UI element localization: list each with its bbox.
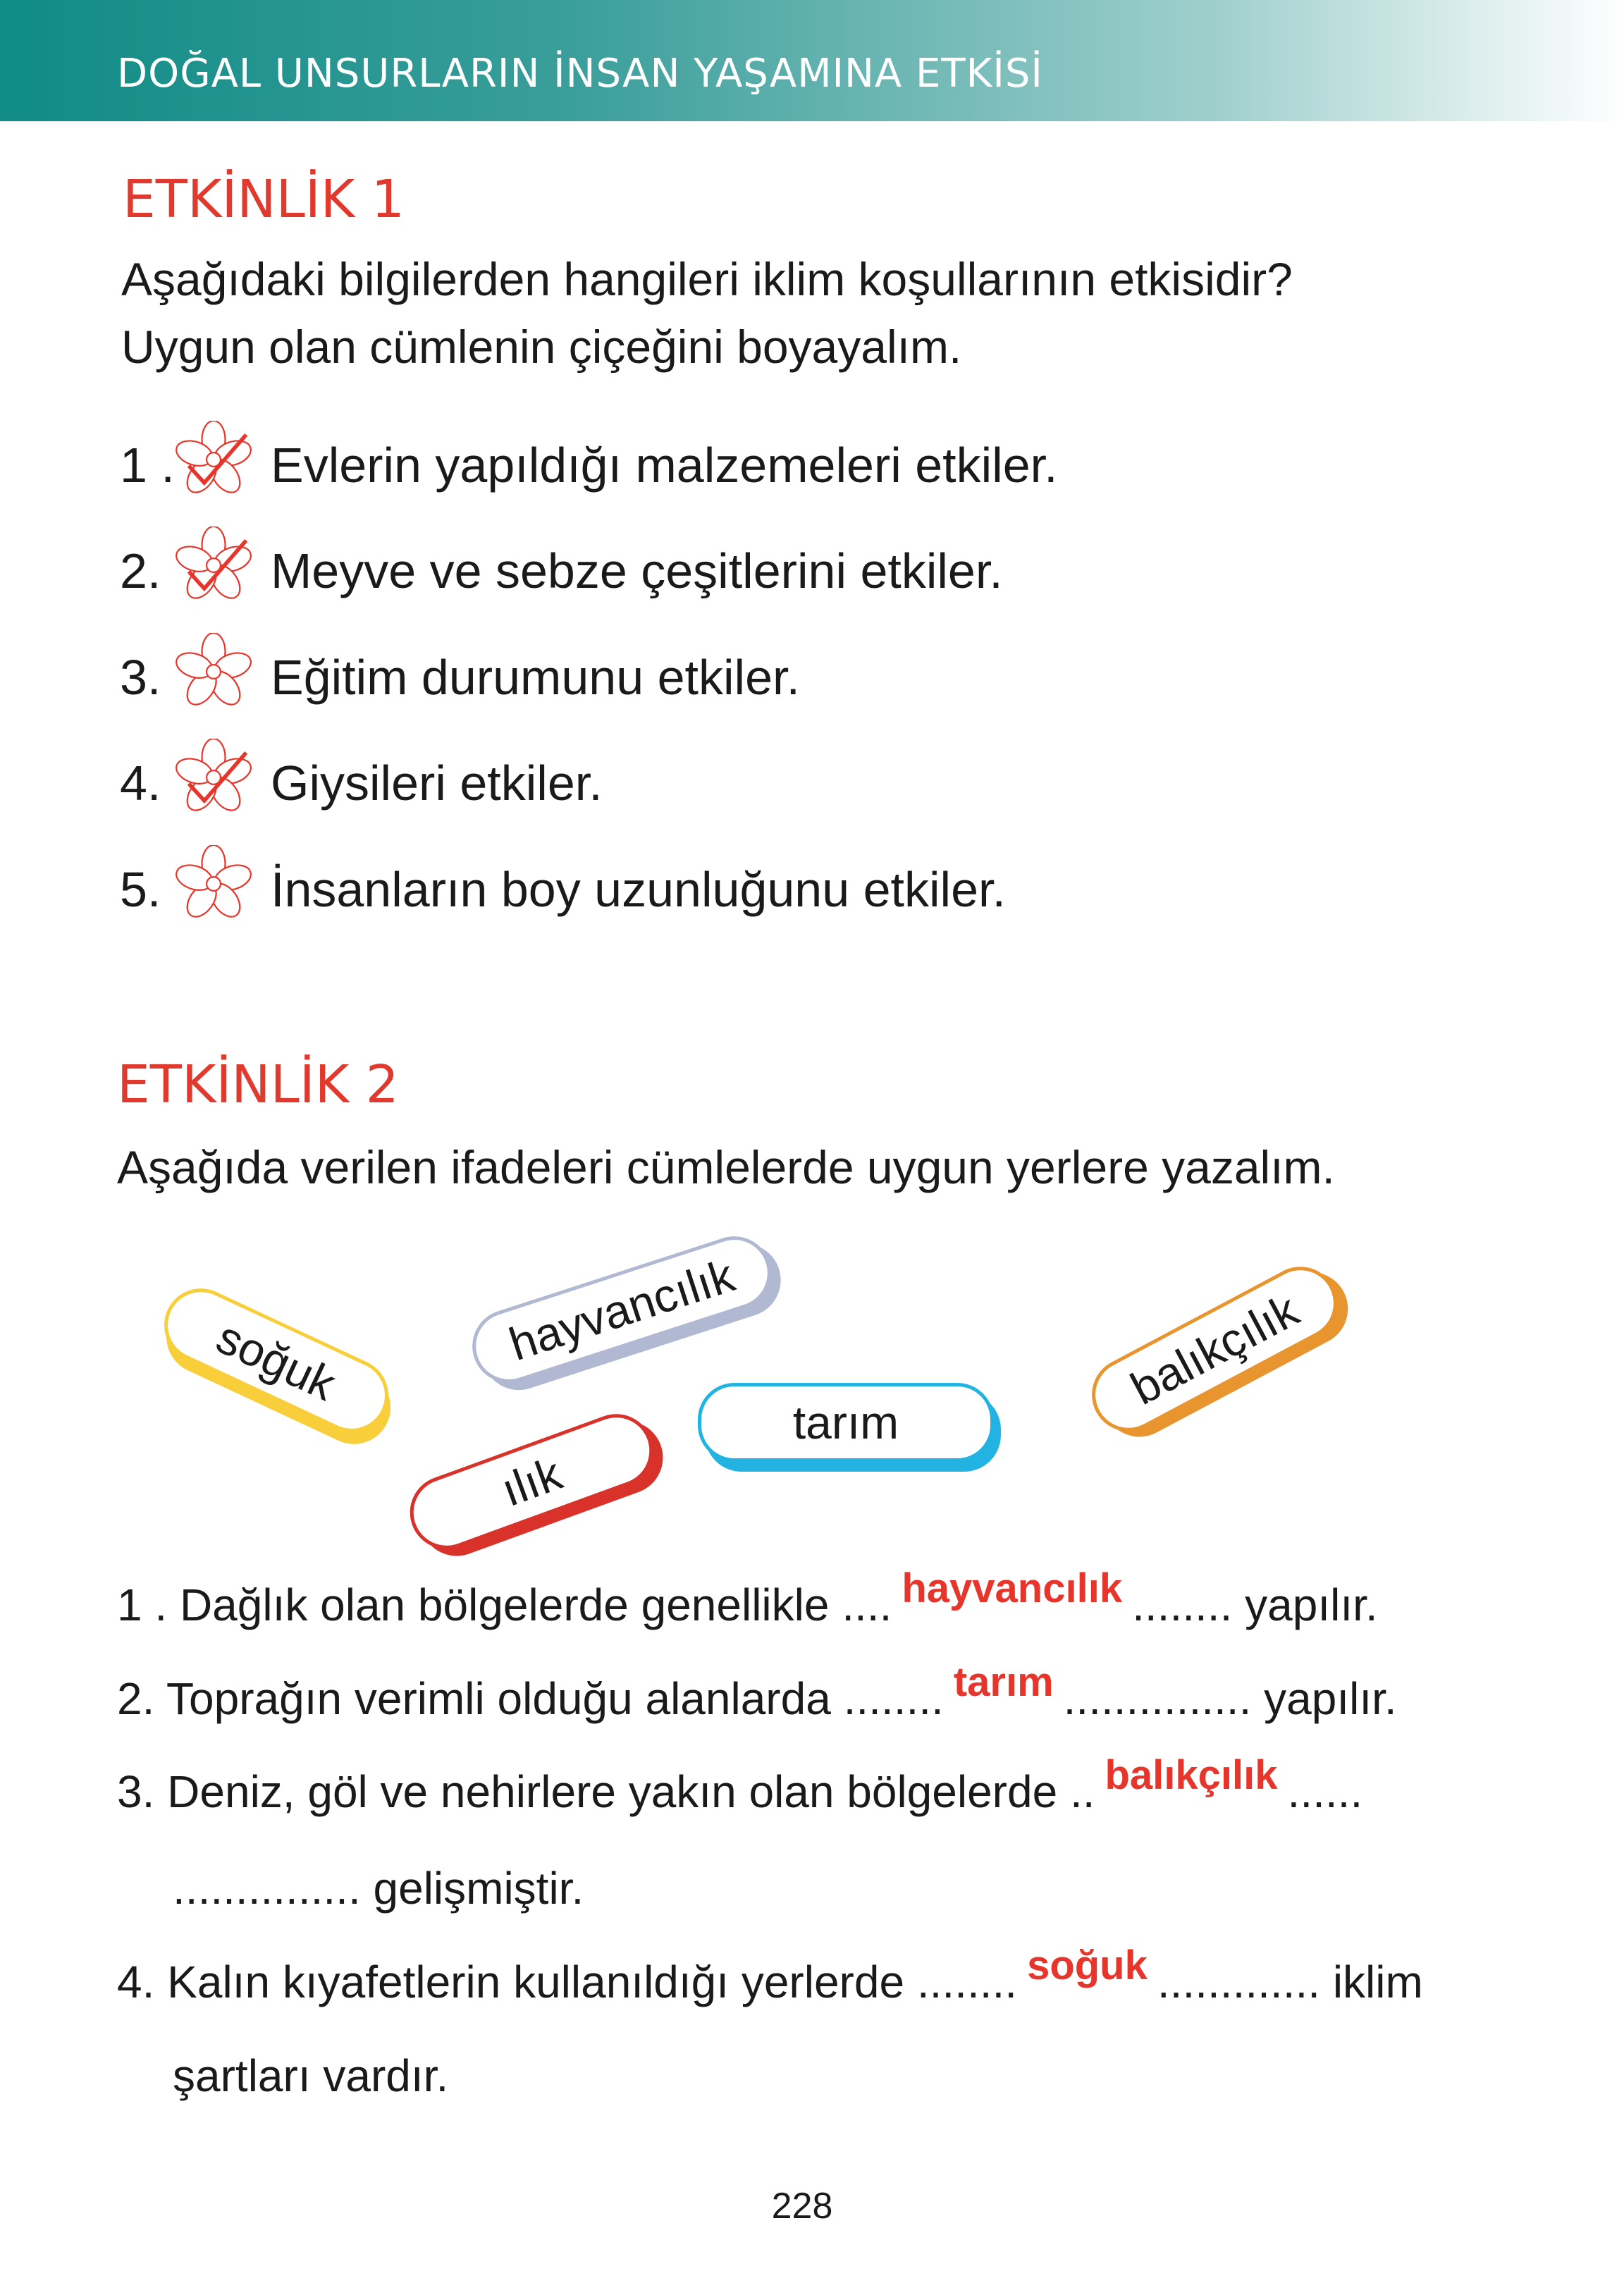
sentence-suffix: şartları vardır. [173,2050,449,2101]
blank-dots: .... [842,1580,892,1630]
activity2-instruction: Aşağıda verilen ifadeleri cümlelerde uygun yerlere yazalım. [117,1141,1335,1193]
blank-dots: .. [1069,1766,1095,1817]
item-text: Evlerin yapıldığı malzemeleri etkiler. [271,438,1058,493]
blank-dots: ............... [1063,1673,1252,1724]
fill-in-sentence [173,1862,584,1914]
sentence-prefix: 4. Kalın kıyafetlerin kullanıldığı yerlerde [117,1957,917,2007]
flower-icon[interactable] [175,527,271,615]
flower-icon[interactable] [175,633,271,722]
word-tag-ilik [400,1404,663,1560]
answer-text[interactable]: soğuk [1027,1943,1148,1988]
answer-text[interactable]: tarım [953,1659,1054,1705]
fill-in-sentence [173,2050,448,2102]
answer-text[interactable]: hayvancılık [902,1565,1123,1611]
word-tag-soguk [152,1276,400,1444]
flower-icon[interactable] [175,421,271,510]
word-tag-balikcilik [1079,1254,1350,1444]
sentence-prefix: 1 . Dağlık olan bölgelerde genellikle [117,1580,842,1630]
chapter-header [0,0,1624,121]
fill-in-sentence [117,1943,1423,2008]
item-number: 1 . [120,438,175,493]
blank-dots: ............. [1157,1957,1321,2007]
tag-label: ılık [494,1446,569,1517]
item-text: Giysileri etkiler. [271,756,603,811]
tag-label: balıkçılık [1122,1283,1307,1415]
fill-in-sentence [117,1565,1378,1631]
activity1-instruction-line2: Uygun olan cümlenin çiçeğini boyayalım. [121,321,962,373]
checklist-item [120,639,800,716]
checklist-item [120,851,1006,928]
chapter-title: DOĞAL UNSURLARIN İNSAN YAŞAMINA ETKİSİ [117,51,1043,97]
answer-text[interactable]: balıkçılık [1105,1752,1278,1798]
item-number: 2. [120,543,161,598]
activity2-title: ETKİNLİK 2 [117,1054,399,1115]
tag-label: hayvancılık [503,1248,741,1371]
sentence-prefix: 3. Deniz, göl ve nehirlere yakın olan bölgelerde [117,1766,1070,1817]
item-text: İnsanların boy uzunluğunu etkiler. [271,862,1006,917]
blank-dots: ........ [916,1957,1018,2007]
page-number: 228 [771,2186,833,2227]
sentence-suffix: yapılır. [1251,1673,1397,1724]
activity1-instruction-line1: Aşağıdaki bilgilerden hangileri iklim koşullarının etkisidir? [121,253,1293,305]
item-number: 3. [120,650,161,705]
blank-dots: ........ [1132,1580,1233,1630]
item-number: 4. [120,756,161,811]
activity1-title: ETKİNLİK 1 [123,169,405,230]
sentence-prefix: 2. Toprağın verimli olduğu alanlarda [117,1673,844,1724]
blank-dots: ........ [843,1673,944,1724]
flower-icon[interactable] [175,739,271,827]
fill-in-sentence [117,1752,1363,1818]
sentence-suffix: iklim [1320,1957,1423,2007]
item-text: Meyve ve sebze çeşitlerini etkiler. [271,543,1003,598]
blank-dots: ...... [1287,1766,1363,1817]
tag-label: tarım [792,1396,899,1448]
checklist-item [120,744,603,822]
item-number: 5. [120,862,161,917]
item-text: Eğitim durumunu etkiler. [271,650,800,705]
sentence-suffix: yapılır. [1232,1580,1378,1630]
word-tag-tarim [698,1383,994,1462]
blank-dots: ............... [173,1863,361,1914]
flower-icon[interactable] [175,845,271,934]
fill-in-sentence [117,1659,1397,1725]
word-tag-hayvancilik [463,1227,781,1393]
sentence-suffix: gelişmiştir. [360,1863,584,1914]
checklist-item [120,532,1003,610]
tag-label: soğuk [209,1310,344,1410]
checklist-item [120,426,1058,504]
